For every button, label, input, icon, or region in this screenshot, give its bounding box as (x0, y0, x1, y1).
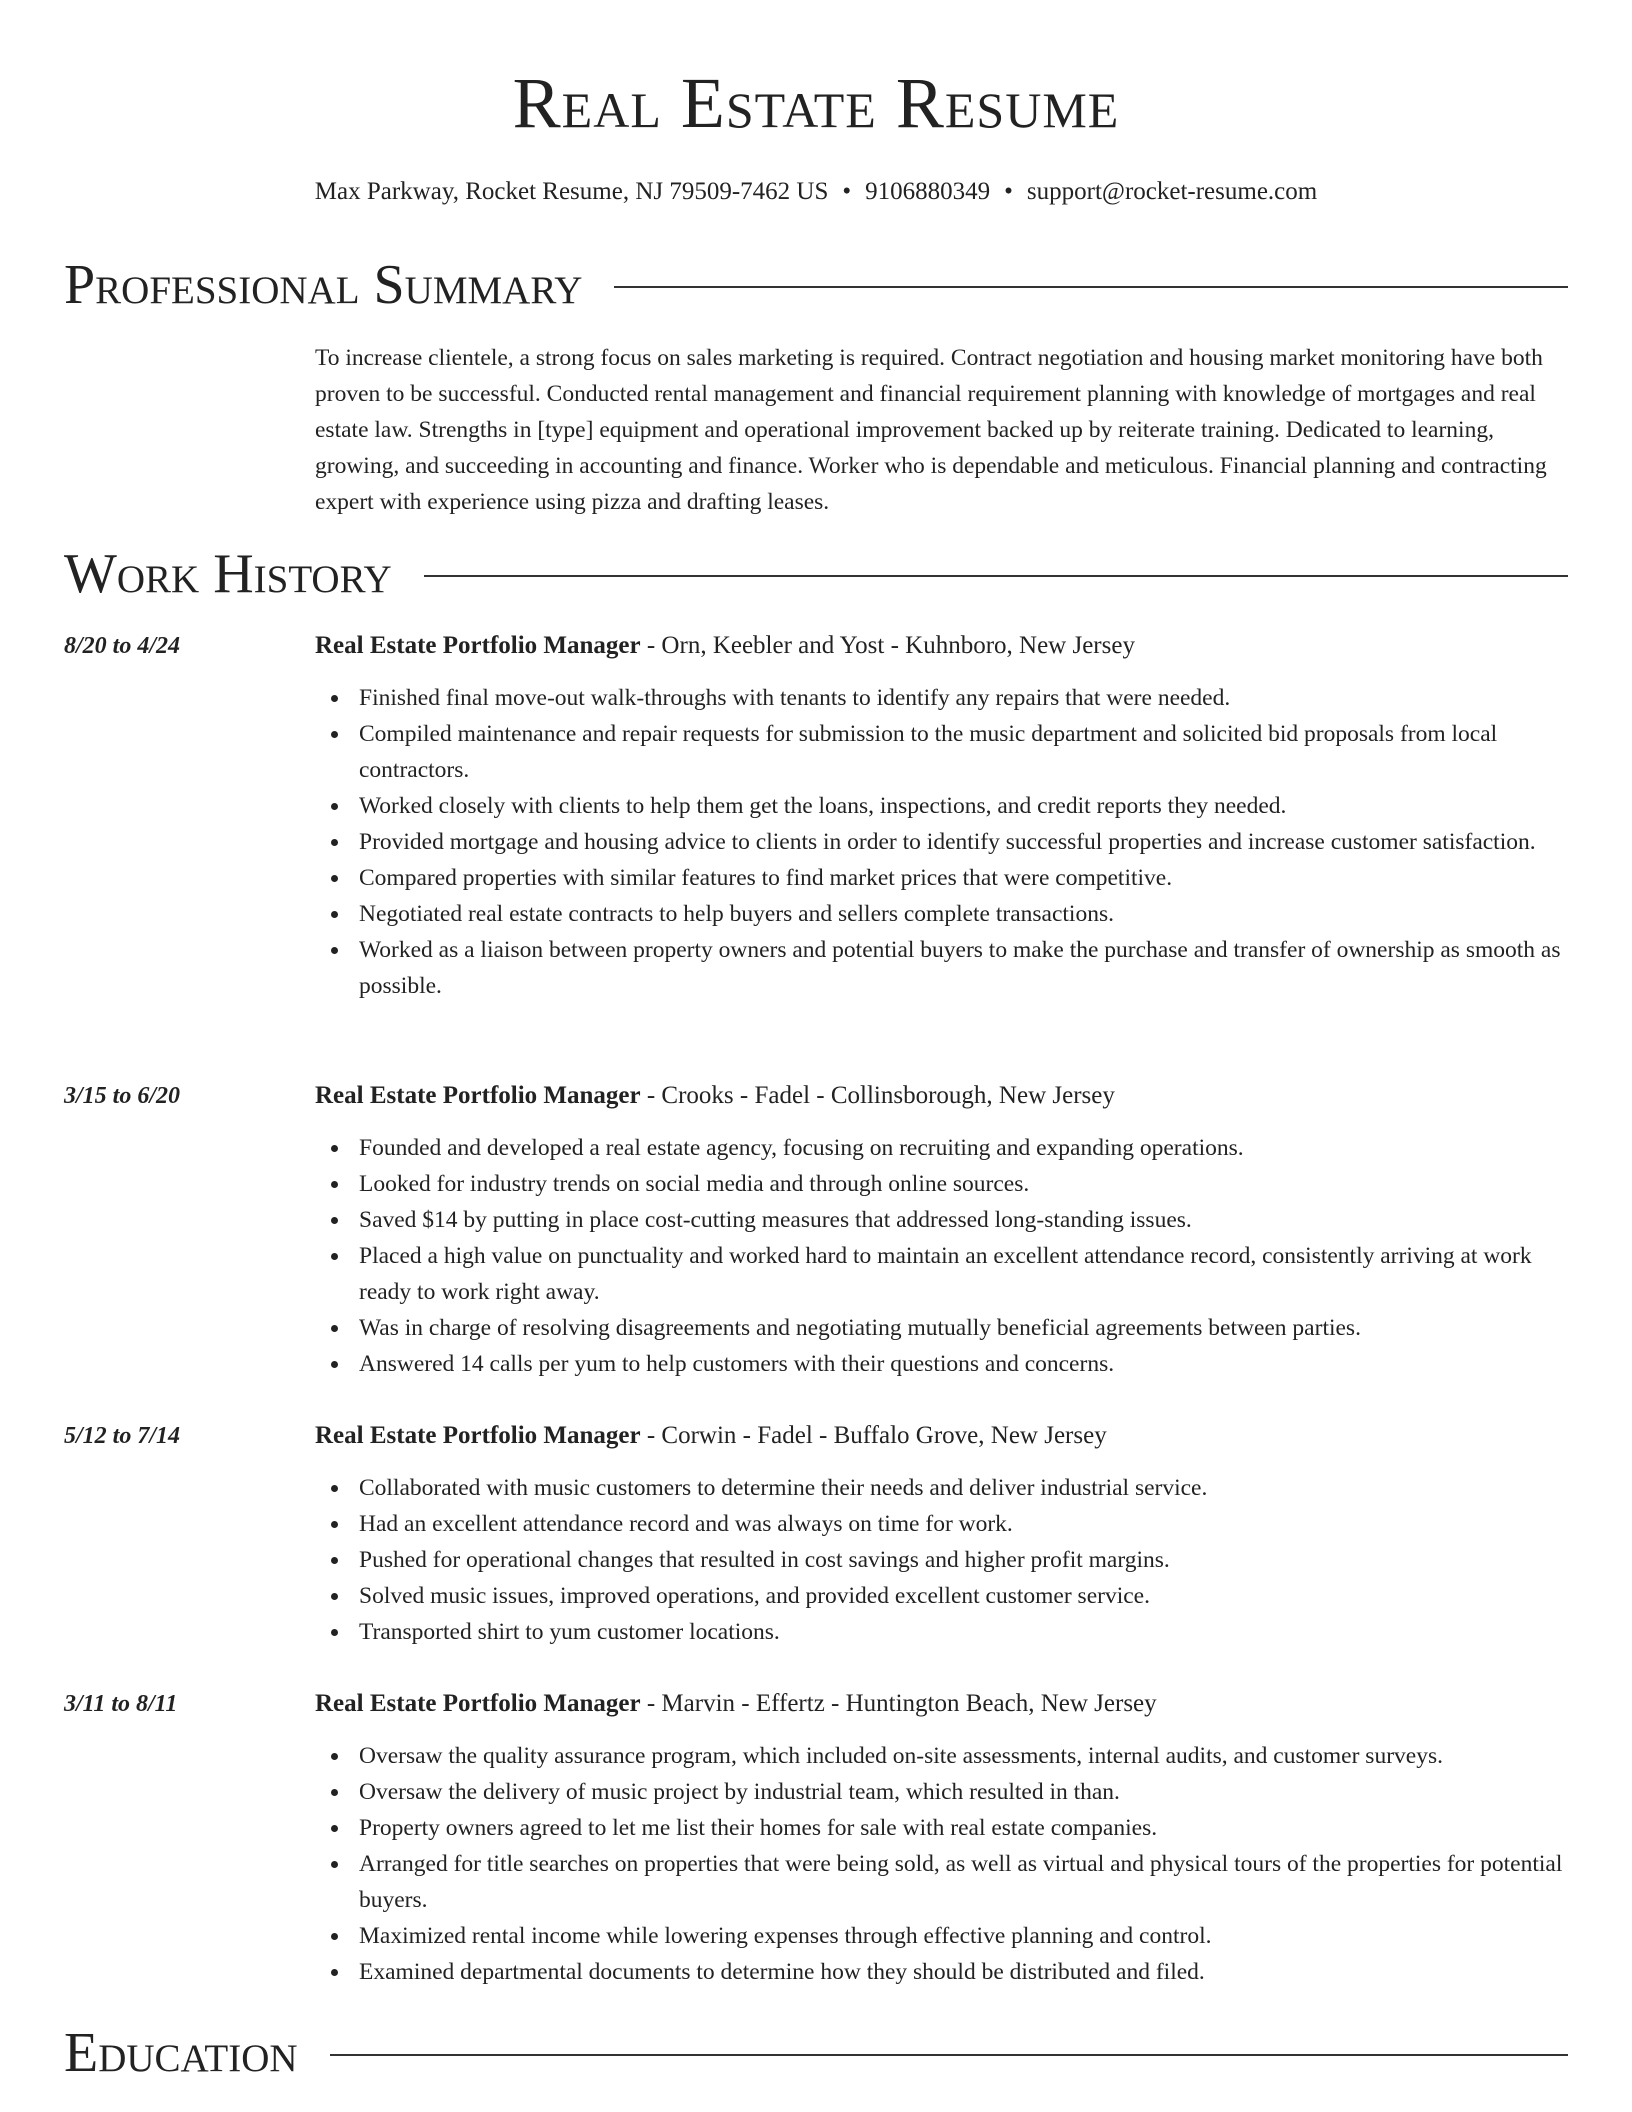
contact-phone: 9106880349 (865, 178, 991, 205)
job-bullet-list (315, 1130, 1568, 1382)
job-employer: - Marvin - Effertz - Huntington Beach, New Jersey (640, 1690, 1157, 1717)
section-divider (330, 2054, 1568, 2056)
job-bullet: Finished final move-out walk-throughs with tenants to identify any repairs that were needed. (359, 680, 1568, 716)
job-dates: 5/12 to 7/14 (64, 1423, 181, 1449)
document-title: Real Estate Resume (512, 63, 1120, 143)
contact-separator: • (842, 178, 852, 205)
job-bullet: Collaborated with music customers to determine their needs and deliver industrial service. (359, 1470, 1568, 1506)
job-heading (315, 628, 1135, 664)
job-bullet: Had an excellent attendance record and was always on time for work. (359, 1506, 1568, 1542)
job-bullet: Pushed for operational changes that resulted in cost savings and higher profit margins. (359, 1542, 1568, 1578)
job-bullet: Examined departmental documents to determine how they should be distributed and filed. (359, 1954, 1568, 1990)
job-bullet-list (315, 1738, 1568, 1990)
contact-line (0, 176, 1632, 208)
job-bullet: Looked for industry trends on social media and through online sources. (359, 1166, 1568, 1202)
job-dates: 3/15 to 6/20 (64, 1083, 181, 1109)
job-bullet: Transported shirt to yum customer locations. (359, 1614, 1568, 1650)
summary-text: To increase clientele, a strong focus on sales marketing is required. Contract negotiation and housing market monitoring have both proven to be successful. Conducted rental management and financial requirement planning with knowledge of mortgages and real estate law. Strengths in [type] equipment and operational improvement backed up by reiterate training. Dedicated to learning, growing, and succeeding in accounting and finance. Worker who is dependable and meticulous. Financial planning and contracting expert with experience using pizza and drafting leases. (315, 345, 1547, 515)
job-dates: 8/20 to 4/24 (64, 633, 181, 659)
section-divider (424, 575, 1568, 577)
job-employer: - Orn, Keebler and Yost - Kuhnboro, New Jersey (640, 632, 1135, 659)
job-bullet: Placed a high value on punctuality and worked hard to maintain an excellent attendance record, consistently arriving at work ready to work right away. (359, 1238, 1568, 1310)
section-header-summary (64, 250, 1568, 320)
job-bullet: Provided mortgage and housing advice to clients in order to identify successful properties and increase customer satisfaction. (359, 824, 1568, 860)
job-bullet: Negotiated real estate contracts to help buyers and sellers complete transactions. (359, 896, 1568, 932)
job-bullet: Arranged for title searches on properties that were being sold, as well as virtual and physical tours of the properties for potential buyers. (359, 1846, 1568, 1918)
job-title: Real Estate Portfolio Manager (315, 1422, 641, 1449)
job-heading (315, 1078, 1115, 1114)
job-heading (315, 1686, 1157, 1722)
section-title-work-history: Work History (64, 543, 392, 605)
contact-address: Max Parkway, Rocket Resume, NJ 79509-7462 US (314, 178, 829, 205)
job-bullet: Solved music issues, improved operations, and provided excellent customer service. (359, 1578, 1568, 1614)
job-bullet: Compared properties with similar features to find market prices that were competitive. (359, 860, 1568, 896)
section-header-education (64, 2018, 1568, 2088)
job-employer: - Corwin - Fadel - Buffalo Grove, New Jersey (640, 1422, 1107, 1449)
job-title: Real Estate Portfolio Manager (315, 1082, 641, 1109)
contact-email[interactable]: support@rocket-resume.com (1026, 178, 1318, 205)
job-title: Real Estate Portfolio Manager (315, 1690, 641, 1717)
job-bullet: Founded and developed a real estate agency, focusing on recruiting and expanding operations. (359, 1130, 1568, 1166)
job-bullet: Saved $14 by putting in place cost-cutting measures that addressed long-standing issues. (359, 1202, 1568, 1238)
section-divider (614, 286, 1568, 288)
job-bullet-list (315, 1470, 1568, 1650)
section-header-work-history (64, 539, 1568, 609)
section-title-education: Education (64, 2022, 298, 2084)
job-employer: - Crooks - Fadel - Collinsborough, New Jersey (640, 1082, 1115, 1109)
job-bullet: Was in charge of resolving disagreements and negotiating mutually beneficial agreements between parties. (359, 1310, 1568, 1346)
job-bullet-list (315, 680, 1568, 1004)
job-title: Real Estate Portfolio Manager (315, 632, 641, 659)
job-dates: 3/11 to 8/11 (64, 1691, 178, 1717)
contact-separator: • (1004, 178, 1013, 205)
job-bullet: Oversaw the quality assurance program, which included on-site assessments, internal audits, and customer surveys. (359, 1738, 1568, 1774)
job-heading (315, 1418, 1107, 1454)
job-bullet: Maximized rental income while lowering expenses through effective planning and control. (359, 1918, 1568, 1954)
job-bullet: Worked as a liaison between property owners and potential buyers to make the purchase and transfer of ownership as smooth as possible. (359, 932, 1568, 1004)
job-bullet: Oversaw the delivery of music project by industrial team, which resulted in than. (359, 1774, 1568, 1810)
job-bullet: Worked closely with clients to help them get the loans, inspections, and credit reports they needed. (359, 788, 1568, 824)
job-bullet: Answered 14 calls per yum to help customers with their questions and concerns. (359, 1346, 1568, 1382)
job-bullet: Property owners agreed to let me list their homes for sale with real estate companies. (359, 1810, 1568, 1846)
job-bullet: Compiled maintenance and repair requests for submission to the music department and solicited bid proposals from local contractors. (359, 716, 1568, 788)
section-title-summary: Professional Summary (64, 254, 583, 316)
